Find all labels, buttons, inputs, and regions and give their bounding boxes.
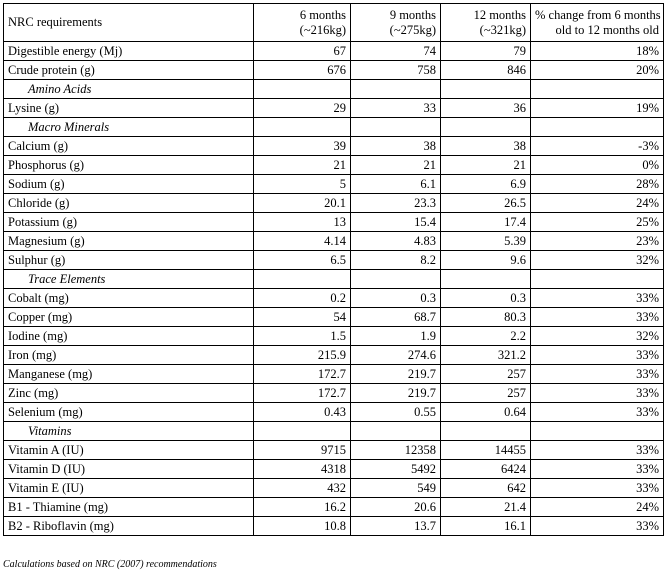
nutrient-name: Magnesium (g) [4, 232, 254, 251]
value-pct-change: 33% [531, 384, 664, 403]
value-9-months: 20.6 [351, 498, 441, 517]
value-pct-change: 32% [531, 251, 664, 270]
section-row [4, 422, 664, 441]
section-empty-cell [351, 270, 441, 289]
nutrient-name: Iron (mg) [4, 346, 254, 365]
footnote: Calculations based on NRC (2007) recommendations [3, 559, 217, 570]
value-12-months: 16.1 [441, 517, 531, 536]
value-9-months: 21 [351, 156, 441, 175]
value-pct-change: 19% [531, 99, 664, 118]
section-empty-cell [254, 118, 351, 137]
nutrient-name: Calcium (g) [4, 137, 254, 156]
table-row [4, 308, 664, 327]
table-row [4, 42, 664, 61]
table-row [4, 213, 664, 232]
value-12-months: 36 [441, 99, 531, 118]
value-12-months: 257 [441, 384, 531, 403]
value-12-months: 17.4 [441, 213, 531, 232]
header-6-months [254, 4, 351, 42]
header-pct-change [531, 4, 664, 42]
nutrient-name: Iodine (mg) [4, 327, 254, 346]
value-12-months: 80.3 [441, 308, 531, 327]
value-pct-change: 33% [531, 346, 664, 365]
header-12-months [441, 4, 531, 42]
value-6-months: 0.43 [254, 403, 351, 422]
value-12-months: 846 [441, 61, 531, 80]
table-row [4, 441, 664, 460]
value-6-months: 9715 [254, 441, 351, 460]
nutrient-name: Chloride (g) [4, 194, 254, 213]
value-6-months: 0.2 [254, 289, 351, 308]
value-9-months: 38 [351, 137, 441, 156]
value-12-months: 9.6 [441, 251, 531, 270]
header-pct-change-line1: % change from 6 months [535, 7, 661, 22]
value-9-months: 0.55 [351, 403, 441, 422]
section-row [4, 118, 664, 137]
value-9-months: 68.7 [351, 308, 441, 327]
value-9-months: 15.4 [351, 213, 441, 232]
value-9-months: 23.3 [351, 194, 441, 213]
header-9-months-label: 9 months [389, 7, 436, 22]
value-pct-change: 20% [531, 61, 664, 80]
value-9-months: 549 [351, 479, 441, 498]
value-6-months: 1.5 [254, 327, 351, 346]
value-pct-change: 33% [531, 403, 664, 422]
value-pct-change: 28% [531, 175, 664, 194]
value-12-months: 38 [441, 137, 531, 156]
value-6-months: 432 [254, 479, 351, 498]
nutrient-name: Potassium (g) [4, 213, 254, 232]
value-12-months: 257 [441, 365, 531, 384]
value-12-months: 0.3 [441, 289, 531, 308]
nutrient-name: B1 - Thiamine (mg) [4, 498, 254, 517]
nutrient-name: Phosphorus (g) [4, 156, 254, 175]
value-pct-change: 33% [531, 308, 664, 327]
table-row [4, 460, 664, 479]
section-empty-cell [351, 118, 441, 137]
value-pct-change: 23% [531, 232, 664, 251]
section-label: Trace Elements [4, 270, 254, 289]
nutrient-name: Vitamin A (IU) [4, 441, 254, 460]
section-empty-cell [441, 80, 531, 99]
header-6-months-weight: (~216kg) [299, 22, 346, 37]
section-empty-cell [531, 118, 664, 137]
value-6-months: 4318 [254, 460, 351, 479]
value-6-months: 10.8 [254, 517, 351, 536]
section-row [4, 270, 664, 289]
value-9-months: 758 [351, 61, 441, 80]
value-6-months: 29 [254, 99, 351, 118]
section-label: Amino Acids [4, 80, 254, 99]
value-12-months: 14455 [441, 441, 531, 460]
value-9-months: 74 [351, 42, 441, 61]
header-nrc-requirements: NRC requirements [4, 4, 254, 42]
value-pct-change: 18% [531, 42, 664, 61]
value-6-months: 5 [254, 175, 351, 194]
nutrient-name: B2 - Riboflavin (mg) [4, 517, 254, 536]
value-6-months: 172.7 [254, 384, 351, 403]
value-9-months: 219.7 [351, 384, 441, 403]
nutrient-name: Copper (mg) [4, 308, 254, 327]
value-12-months: 21 [441, 156, 531, 175]
table-row [4, 289, 664, 308]
value-9-months: 8.2 [351, 251, 441, 270]
value-pct-change: 0% [531, 156, 664, 175]
table-row [4, 232, 664, 251]
value-9-months: 6.1 [351, 175, 441, 194]
nutrient-name: Vitamin D (IU) [4, 460, 254, 479]
section-empty-cell [351, 422, 441, 441]
table-row [4, 479, 664, 498]
nutrient-name: Lysine (g) [4, 99, 254, 118]
header-9-months-weight: (~275kg) [389, 22, 436, 37]
nrc-table-container [3, 3, 663, 536]
nutrient-name: Sulphur (g) [4, 251, 254, 270]
section-empty-cell [254, 80, 351, 99]
value-6-months: 13 [254, 213, 351, 232]
header-pct-change-line2: old to 12 months old [555, 22, 659, 37]
value-6-months: 67 [254, 42, 351, 61]
value-pct-change: 33% [531, 479, 664, 498]
table-row [4, 384, 664, 403]
value-9-months: 219.7 [351, 365, 441, 384]
section-empty-cell [351, 80, 441, 99]
nutrient-name: Cobalt (mg) [4, 289, 254, 308]
section-empty-cell [254, 422, 351, 441]
nutrient-name: Digestible energy (Mj) [4, 42, 254, 61]
value-12-months: 79 [441, 42, 531, 61]
value-6-months: 676 [254, 61, 351, 80]
value-pct-change: -3% [531, 137, 664, 156]
nutrient-name: Vitamin E (IU) [4, 479, 254, 498]
value-9-months: 12358 [351, 441, 441, 460]
value-12-months: 2.2 [441, 327, 531, 346]
section-row [4, 80, 664, 99]
header-9-months [351, 4, 441, 42]
header-12-months-label: 12 months [473, 7, 526, 22]
table-row [4, 365, 664, 384]
section-label: Vitamins [4, 422, 254, 441]
value-12-months: 26.5 [441, 194, 531, 213]
value-pct-change: 33% [531, 517, 664, 536]
value-12-months: 321.2 [441, 346, 531, 365]
table-header-row [4, 4, 664, 42]
value-6-months: 4.14 [254, 232, 351, 251]
value-12-months: 0.64 [441, 403, 531, 422]
value-9-months: 274.6 [351, 346, 441, 365]
value-pct-change: 25% [531, 213, 664, 232]
table-row [4, 137, 664, 156]
table-row [4, 346, 664, 365]
value-pct-change: 33% [531, 460, 664, 479]
section-empty-cell [254, 270, 351, 289]
value-6-months: 54 [254, 308, 351, 327]
section-empty-cell [441, 422, 531, 441]
table-row [4, 175, 664, 194]
table-row [4, 251, 664, 270]
value-6-months: 16.2 [254, 498, 351, 517]
nrc-requirements-table [3, 3, 664, 536]
value-9-months: 1.9 [351, 327, 441, 346]
value-9-months: 13.7 [351, 517, 441, 536]
section-empty-cell [441, 270, 531, 289]
table-row [4, 61, 664, 80]
value-9-months: 0.3 [351, 289, 441, 308]
header-6-months-label: 6 months [299, 7, 346, 22]
value-pct-change: 24% [531, 498, 664, 517]
value-pct-change: 24% [531, 194, 664, 213]
value-12-months: 642 [441, 479, 531, 498]
nutrient-name: Manganese (mg) [4, 365, 254, 384]
value-pct-change: 33% [531, 441, 664, 460]
table-row [4, 194, 664, 213]
value-6-months: 215.9 [254, 346, 351, 365]
value-6-months: 39 [254, 137, 351, 156]
value-12-months: 5.39 [441, 232, 531, 251]
nutrient-name: Crude protein (g) [4, 61, 254, 80]
nutrient-name: Zinc (mg) [4, 384, 254, 403]
table-row [4, 498, 664, 517]
section-empty-cell [441, 118, 531, 137]
value-12-months: 6.9 [441, 175, 531, 194]
table-row [4, 156, 664, 175]
table-row [4, 99, 664, 118]
value-pct-change: 33% [531, 289, 664, 308]
value-12-months: 6424 [441, 460, 531, 479]
section-label: Macro Minerals [4, 118, 254, 137]
section-empty-cell [531, 80, 664, 99]
value-pct-change: 33% [531, 365, 664, 384]
value-6-months: 21 [254, 156, 351, 175]
value-12-months: 21.4 [441, 498, 531, 517]
nutrient-name: Sodium (g) [4, 175, 254, 194]
value-6-months: 172.7 [254, 365, 351, 384]
table-row [4, 403, 664, 422]
value-9-months: 5492 [351, 460, 441, 479]
value-9-months: 4.83 [351, 232, 441, 251]
value-pct-change: 32% [531, 327, 664, 346]
value-6-months: 20.1 [254, 194, 351, 213]
table-row [4, 517, 664, 536]
header-12-months-weight: (~321kg) [479, 22, 526, 37]
value-6-months: 6.5 [254, 251, 351, 270]
table-row [4, 327, 664, 346]
section-empty-cell [531, 270, 664, 289]
value-9-months: 33 [351, 99, 441, 118]
section-empty-cell [531, 422, 664, 441]
nutrient-name: Selenium (mg) [4, 403, 254, 422]
